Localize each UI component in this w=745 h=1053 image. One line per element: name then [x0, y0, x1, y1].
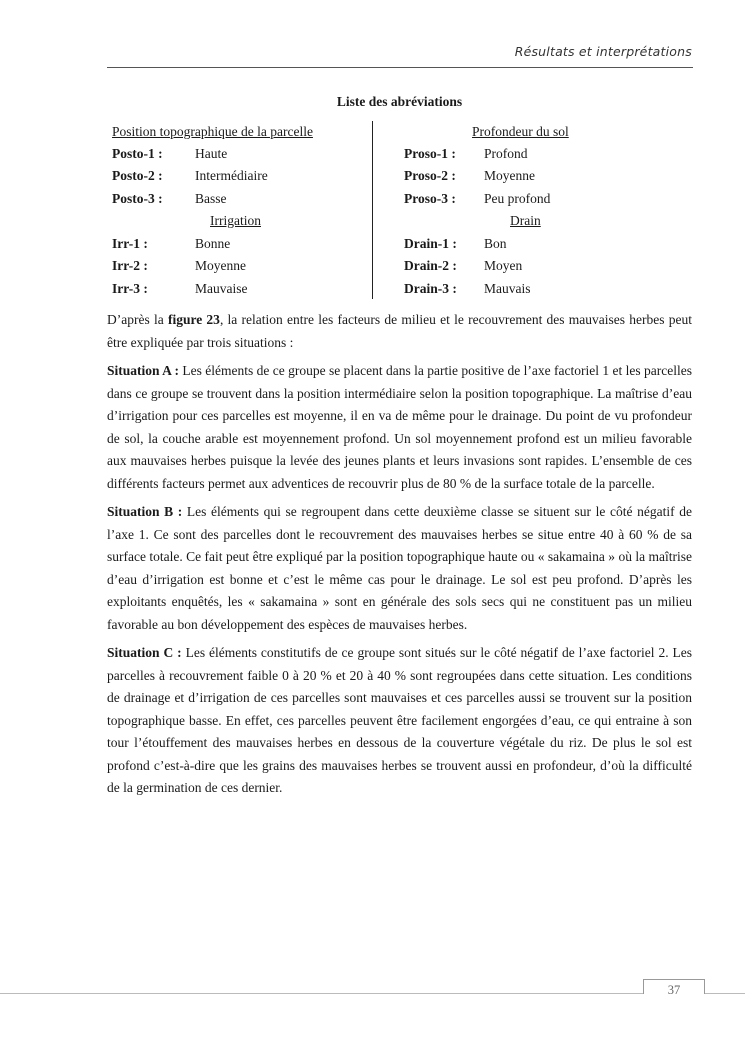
- abbrev-value: Basse: [195, 191, 227, 206]
- abbrev-code: Drain-2 :: [404, 258, 457, 273]
- abbrev-value: Moyen: [484, 258, 523, 273]
- abbrev-value: Moyenne: [195, 258, 246, 273]
- situation-a-paragraph: [107, 360, 692, 495]
- abbrev-code: Posto-2 :: [112, 168, 163, 183]
- abbrev-value: Moyenne: [484, 168, 535, 183]
- abbrev-value: Bonne: [195, 236, 231, 251]
- situation-text: Les éléments qui se regroupent dans cette deuxième classe se situent sur le côté négatif de l’axe 1. Ce sont des parcelles dont le recouvrement des mauvaises herbes se situe entre 40 à 60 % de sa surface totale. Ce fait peut être expliqué par la position topographique haute ou « sakamaina » où la maîtrise d’eau d’irrigation est bonne et c’est le même cas pour le drainage. Le sol est peu profond. D’après les exploitants enquêtés, les « sakamaina » sont en générale des sols secs qui ne constituent pas un milieu favorable au bon développement des espèces de mauvaises herbes.: [107, 504, 692, 632]
- heading-position: Position topographique de la parcelle: [112, 124, 313, 139]
- footer-rule: [0, 993, 745, 994]
- abbrev-code: Proso-2 :: [404, 168, 456, 183]
- situation-c-paragraph: [107, 642, 692, 800]
- abbrev-code: Posto-3 :: [112, 191, 163, 206]
- abbreviations-table: [112, 121, 592, 301]
- abbrev-value: Profond: [484, 146, 528, 161]
- abbrev-code: Posto-1 :: [112, 146, 163, 161]
- figure-reference: figure 23: [167, 312, 220, 327]
- situation-label: Situation B :: [107, 504, 183, 519]
- abbrev-code: Irr-2 :: [112, 258, 148, 273]
- page-number: 37: [667, 983, 681, 997]
- situation-b-paragraph: [107, 501, 692, 636]
- situation-text: Les éléments de ce groupe se placent dans la partie positive de l’axe factoriel 1 et les parcelles dans ce groupe se trouvent dans la position intermédiaire selon la position topographique. La maîtrise d’eau d’irrigation pour ces parcelles est moyenne, il en va de même pour le drainage. Du point de vu profondeur de sol, la couche arable est moyennement profond. Un sol moyennement profond est un milieu favorable aux mauvaises herbes puisque la levée des jeunes plants et leurs invasions sont rapides. L’ensemble de ces différents facteurs permet aux adventices de recouvrir plus de 80 % de la surface totale de la parcelle.: [107, 363, 692, 491]
- body-text: [107, 309, 692, 806]
- header-rule: [107, 67, 693, 68]
- abbrev-code: Proso-1 :: [404, 146, 456, 161]
- abbrev-code: Drain-1 :: [404, 236, 457, 251]
- abbrev-code: Irr-1 :: [112, 236, 148, 251]
- intro-text: D’après la: [107, 312, 168, 327]
- abbrev-value: Peu profond: [484, 191, 551, 206]
- abbrev-value: Intermédiaire: [195, 168, 268, 183]
- situation-text: Les éléments constitutifs de ce groupe sont situés sur le côté négatif de l’axe factoriel 2. Les parcelles à recouvrement faible 0 à 20 % et 20 à 40 % sont regroupées dans cette situation. Les conditions de drainage et d’irrigation de ces parcelles sont mauvaises et ces parcelles aussi se trouvent sur la position topographique basse. En effet, ces parcelles peuvent être facilement engorgées d’eau, ce qui entraine à son tour l’étouffement des mauvaises herbes en dessous de la couverture végétale du riz. De plus le sol est profond c’est-à-dire que les grains des mauvaises herbes se trouvent aussi en profondeur, d’où la difficulté de la germination de ces dernier.: [107, 645, 692, 795]
- column-divider: [372, 121, 373, 299]
- abbrev-code: Proso-3 :: [404, 191, 456, 206]
- running-header: Résultats et interprétations: [514, 44, 692, 59]
- heading-drain: Drain: [510, 213, 541, 228]
- heading-irrigation: Irrigation: [210, 213, 261, 228]
- abbrev-value: Bon: [484, 236, 507, 251]
- abbrev-value: Mauvaise: [195, 281, 248, 296]
- abbrev-code: Drain-3 :: [404, 281, 457, 296]
- abbrev-value: Mauvais: [484, 281, 531, 296]
- intro-paragraph: [107, 309, 692, 354]
- situation-label: Situation C :: [107, 645, 182, 660]
- situation-label: Situation A :: [107, 363, 180, 378]
- abbreviations-title: Liste des abréviations: [336, 94, 463, 109]
- heading-profondeur: Profondeur du sol: [472, 124, 569, 139]
- intro-text: , la relation entre les facteurs de milieu et le recouvrement des mauvaises herbes peut être expliquée par trois situations :: [107, 312, 692, 350]
- abbrev-value: Haute: [195, 146, 228, 161]
- abbrev-code: Irr-3 :: [112, 281, 148, 296]
